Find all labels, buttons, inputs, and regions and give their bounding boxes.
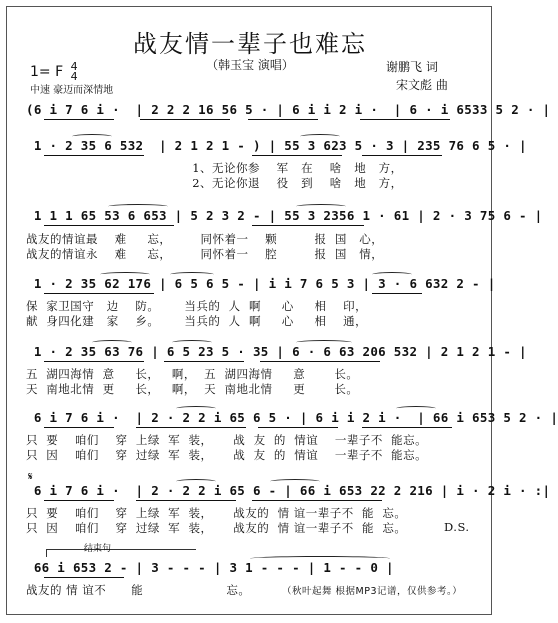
ds-marking: D.S. xyxy=(444,520,470,534)
slur xyxy=(300,134,340,139)
slur xyxy=(92,340,132,345)
underline xyxy=(44,577,124,578)
tempo-marking: 中速 豪迈而深情地 xyxy=(30,85,114,96)
time-top: 4 xyxy=(70,60,78,73)
score-line-3-lyric-1: 战友的情谊最 难 忘， 同怀着一 颗 报 国 心， xyxy=(26,232,384,246)
slur xyxy=(176,479,216,484)
underline xyxy=(44,155,144,156)
ending-line xyxy=(46,549,196,550)
underline xyxy=(252,225,364,226)
slur xyxy=(172,340,212,345)
underline xyxy=(44,225,174,226)
score-line-8-notes: 66 i 653 2 - | 3 - - - | 3 1 - - - | 1 - - 0 | xyxy=(26,560,394,575)
score-line-3-notes: 1 1 1 65 53 6 653 | 5 2 3 2 - | 55 3 2356 1 · 61 | 2 · 3 75 6 - | xyxy=(26,208,543,223)
score-line-6-lyric-2: 只 因 咱们 穿 过绿 军 装， 战 友 的 情谊 一辈子不 能忘。 xyxy=(26,448,428,462)
slur xyxy=(296,204,346,209)
score-line-2-lyric-2: 2、无论你退 役 到 啥 地 方， xyxy=(26,176,403,190)
score-line-2-lyric-1: 1、无论你参 军 在 啥 地 方， xyxy=(26,161,403,175)
slur xyxy=(176,406,216,411)
score-line-7-lyric-1: 只 要 咱们 穿 上绿 军 装， 战友的 情 谊一辈子不 能 忘。 xyxy=(26,506,407,520)
ending-bracket xyxy=(46,549,47,557)
score-line-4-lyric-2: 献 身四化建 家 乡。 当兵的 人 啊 心 相 通， xyxy=(26,314,368,328)
key-signature xyxy=(30,62,78,82)
underline xyxy=(372,293,422,294)
underline xyxy=(44,427,114,428)
score-line-7-notes: 6 i 7 6 i · | 2 · 2 2 i 65 6 - | 66 i 653 22 2 216 | i · 2 i · :| xyxy=(26,483,551,498)
time-signature xyxy=(71,62,78,82)
score-line-2-notes: 1 · 2 35 6 532 | 2 1 2 1 - ) | 55 3 623 5 · 3 | 235 76 6 5 · | xyxy=(26,138,527,153)
underline xyxy=(362,427,452,428)
score-line-1-notes: (6 i 7 6 i · | 2 2 2 16 56 5 · | 6 i i 2 i · | 6 · i 6533 5 2 · | xyxy=(26,102,551,117)
score-line-7-lyric-2: 只 因 咱们 穿 过绿 军 装， 战友的 情 谊一辈子不 能 忘。 xyxy=(26,521,407,535)
time-bottom: 4 xyxy=(70,70,78,83)
slur xyxy=(270,479,320,484)
score-line-4-lyric-1: 保 家卫国守 边 防。 当兵的 人 啊 心 相 印， xyxy=(26,299,368,313)
slur xyxy=(72,134,112,139)
score-line-6-notes: 6 i 7 6 i · | 2 · 2 2 i 65 6 5 · | 6 i i 2 i · | 66 i 653 5 2 · | xyxy=(26,410,558,425)
underline xyxy=(44,119,114,120)
underline xyxy=(136,427,246,428)
slur xyxy=(108,204,168,209)
slur xyxy=(170,272,214,277)
score-line-5-lyric-1: 五 湖四海情 意 长， 啊， 五 湖四海情 意 长。 xyxy=(26,367,359,381)
underline xyxy=(362,155,442,156)
underline xyxy=(360,119,450,120)
segno-icon: 𝄋 xyxy=(28,470,33,483)
score-line-8-lyric-1: 战友的 情 谊不 能 忘。 xyxy=(26,583,251,597)
underline xyxy=(258,427,338,428)
underline xyxy=(164,361,244,362)
ending-label: 结束句 xyxy=(84,544,112,554)
underline xyxy=(248,119,318,120)
score-line-5-lyric-2: 天 南地北情 更 长， 啊， 天 南地北情 更 长。 xyxy=(26,382,359,396)
slur xyxy=(100,272,150,277)
underline xyxy=(44,361,144,362)
underline xyxy=(252,500,382,501)
key-label: 1= F xyxy=(30,64,64,80)
score-line-5-notes: 1 · 2 35 63 76 | 6 5 23 5 · 35 | 6 · 6 63 206 532 | 2 1 2 1 - | xyxy=(26,344,527,359)
slur xyxy=(296,340,352,345)
score-line-6-lyric-1: 只 要 咱们 穿 上绿 军 装， 战 友 的 情谊 一辈子不 能忘。 xyxy=(26,433,428,447)
score-line-4-notes: 1 · 2 35 62 176 | 6 5 6 5 - | i i 7 6 5 3 | 3 · 6 632 2 - | xyxy=(26,276,496,291)
slur xyxy=(396,406,436,411)
underline xyxy=(260,361,380,362)
song-title: 战友情一辈子也难忘 xyxy=(133,30,367,58)
underline xyxy=(44,293,154,294)
underline xyxy=(44,500,114,501)
slur xyxy=(250,556,390,561)
underline xyxy=(136,500,236,501)
transcriber-note: （秋叶起舞 根据MP3记谱，仅供参考。） xyxy=(282,586,463,597)
underline xyxy=(140,119,230,120)
slur xyxy=(372,272,412,277)
lyricist-credit: 谢鹏飞 词 xyxy=(386,60,438,74)
composer-credit: 宋文彪 曲 xyxy=(396,78,448,92)
performer-subtitle: （韩玉宝 演唱） xyxy=(206,58,294,72)
underline xyxy=(252,155,342,156)
score-line-3-lyric-2: 战友的情谊永 难 忘， 同怀着一 腔 报 国 情， xyxy=(26,247,384,261)
